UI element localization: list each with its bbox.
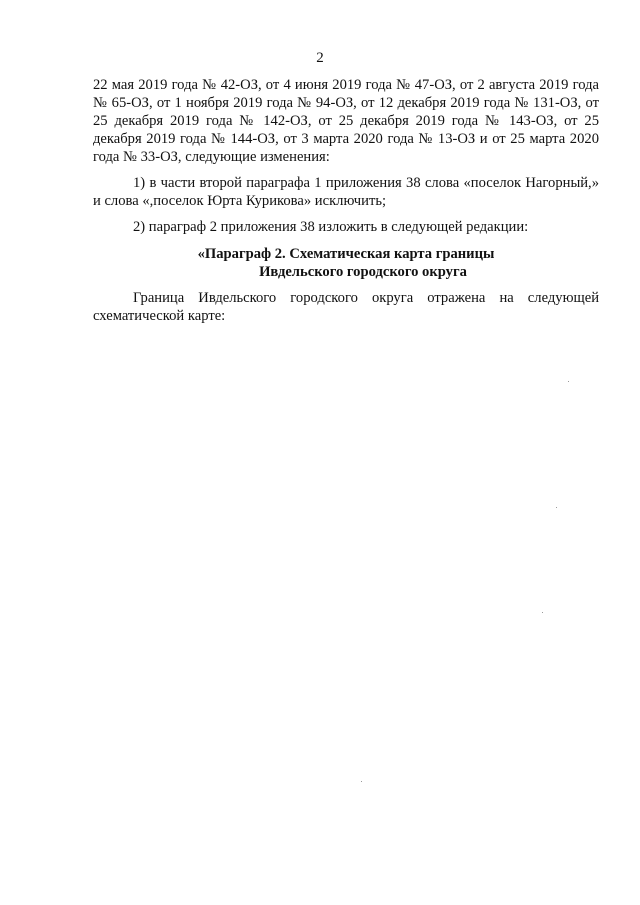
document-body	[93, 76, 599, 325]
scan-speck	[556, 507, 557, 508]
section-heading	[93, 245, 599, 281]
map-intro-paragraph: Граница Ивдельского городского округа отражена на следующей схематической карте:	[93, 290, 599, 324]
item-1-paragraph: 1) в части второй параграфа 1 приложения 38 слова «поселок Нагорный,» и слова «,поселок Юрта Курикова» исключить;	[93, 175, 599, 209]
page-number: 2	[316, 50, 324, 66]
intro-paragraph: 22 мая 2019 года № 42-ОЗ, от 4 июня 2019 года № 47-ОЗ, от 2 августа 2019 года № 65-ОЗ, от 1 ноября 2019 года № 94-ОЗ, от 12 декабря 2019 года № 131-ОЗ, от 25 декабря 2019 года № 142-ОЗ, от 25 декабря 2019 года № 143-ОЗ, от 25 декабря 2019 года № 144-ОЗ, от 3 марта 2020 года № 13-ОЗ и от 25 марта 2020 года № 33-ОЗ, следующие изменения:	[93, 77, 599, 165]
scan-speck	[542, 612, 543, 613]
item-2-paragraph: 2) параграф 2 приложения 38 изложить в следующей редакции:	[133, 219, 529, 235]
heading-line-1: «Параграф 2. Схематическая карта границы	[197, 246, 495, 262]
heading-line-2: Ивдельского городского округа	[259, 264, 467, 280]
scan-speck	[568, 381, 569, 382]
scan-speck	[361, 781, 362, 782]
